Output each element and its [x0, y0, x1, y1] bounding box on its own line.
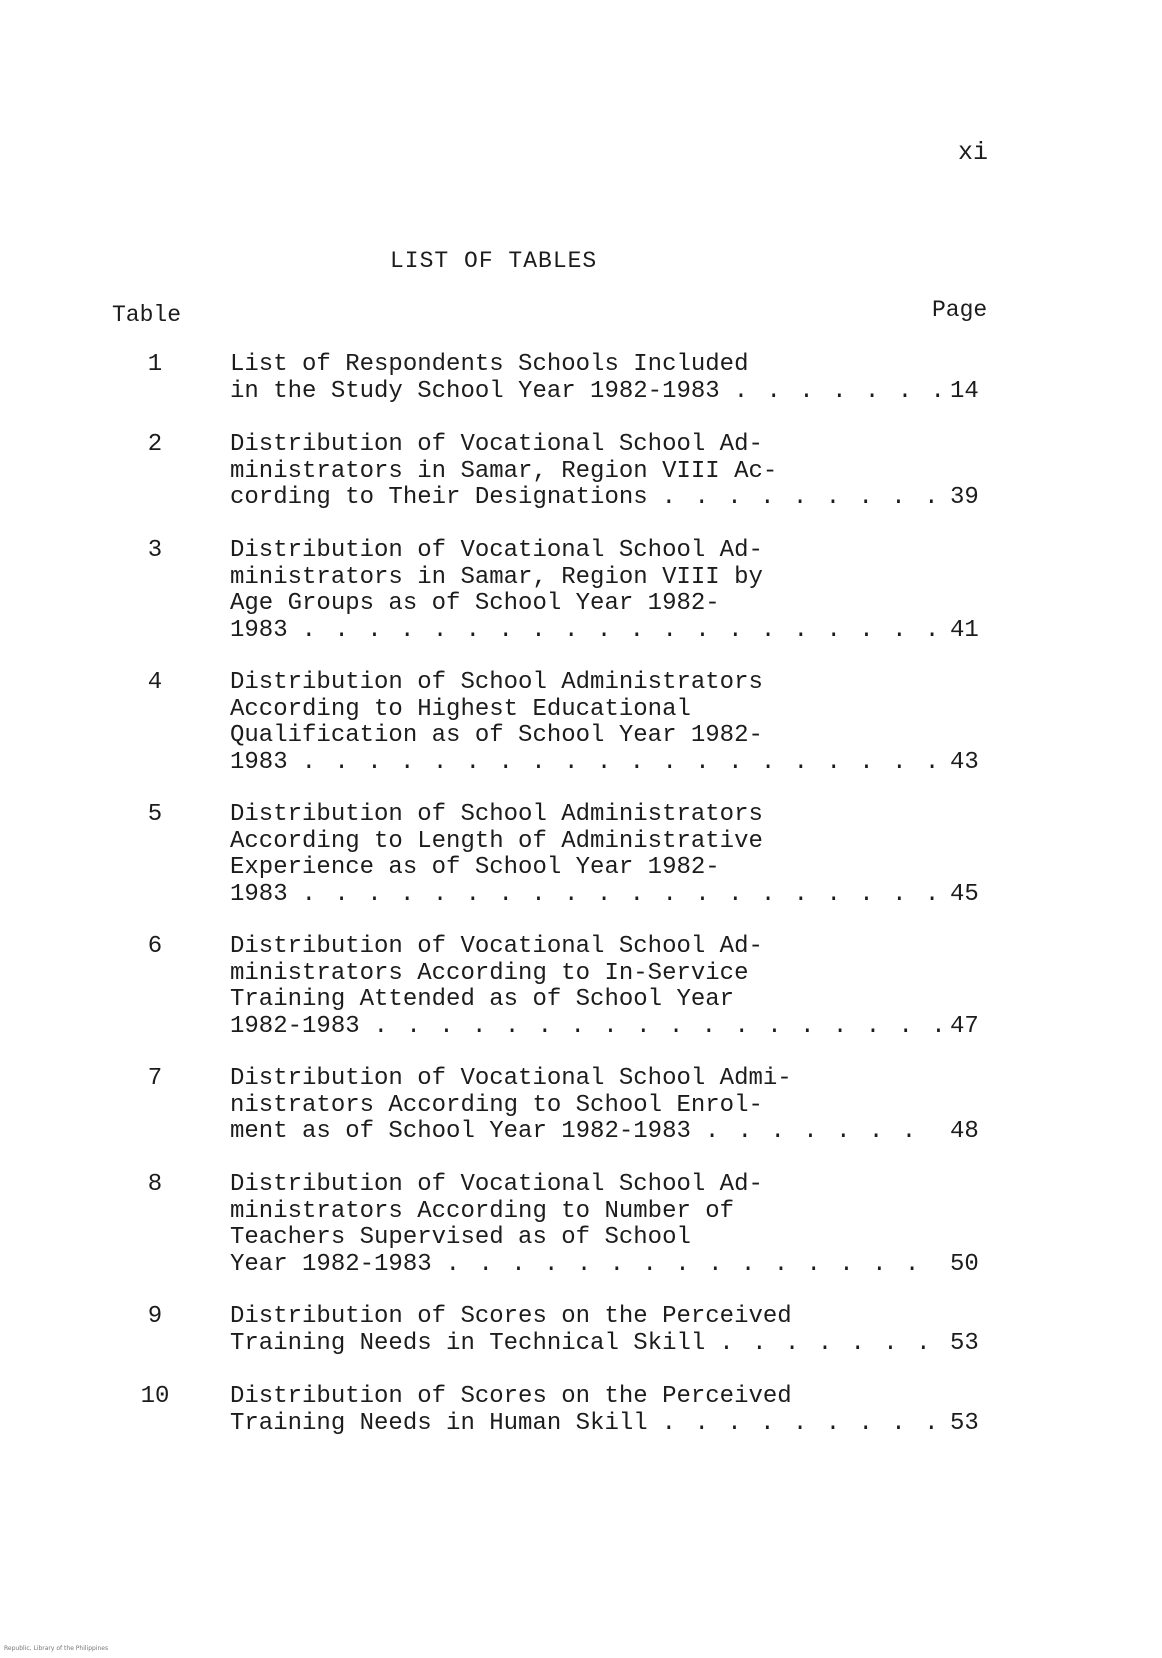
- caption-line: Age Groups as of School Year 1982-: [230, 590, 720, 617]
- caption-line: cording to Their Designations: [230, 484, 648, 511]
- page-ref: 39: [950, 484, 979, 511]
- caption-line: According to Highest Educational: [230, 695, 691, 723]
- table-caption: [230, 432, 990, 512]
- caption-line: Distribution of School Administrators: [230, 801, 763, 828]
- dot-leader: [662, 485, 940, 512]
- table-caption: [230, 1066, 990, 1146]
- page-ref: 50: [950, 1250, 979, 1278]
- dot-leader: [302, 882, 940, 909]
- page-number: xi: [958, 138, 989, 167]
- caption-line: 1983: [230, 616, 288, 644]
- table-number: 1: [147, 351, 163, 378]
- caption-last-line: [230, 485, 990, 512]
- table-number: 7: [147, 1065, 163, 1092]
- table-number: 3: [147, 537, 163, 564]
- footer-note: Republic, Library of the Philippines: [4, 1645, 109, 1652]
- list-item: [0, 802, 1162, 934]
- caption-last-line: [230, 1252, 990, 1279]
- caption-last-line: [230, 379, 990, 406]
- page-ref: 43: [950, 748, 979, 776]
- caption-line: Training Attended as of School Year: [230, 986, 735, 1013]
- dot-leader: [734, 379, 940, 406]
- caption-line: nistrators According to School Enrol-: [230, 1091, 763, 1119]
- table-number: 2: [147, 431, 163, 458]
- dot-leader: [719, 1331, 940, 1358]
- caption-last-line: [230, 1411, 990, 1438]
- page-ref: 48: [950, 1118, 979, 1145]
- caption-last-line: [230, 1119, 990, 1146]
- caption-line: Distribution of Vocational School Admi-: [230, 1065, 792, 1092]
- caption-last-line: [230, 882, 990, 909]
- list-item: [0, 538, 1162, 670]
- caption-line: Training Needs in Technical Skill: [230, 1329, 706, 1357]
- caption-line: List of Respondents Schools Included: [230, 351, 749, 378]
- caption-line: Distribution of School Administrators: [230, 669, 763, 696]
- caption-last-line: [230, 1014, 990, 1041]
- table-number: 4: [147, 669, 163, 696]
- list-item: [0, 1384, 1162, 1464]
- table-of-tables-list: [0, 352, 1162, 1464]
- caption-line: Distribution of Vocational School Ad-: [230, 537, 763, 564]
- caption-line: Distribution of Scores on the Perceived: [230, 1303, 792, 1330]
- list-item: [0, 352, 1162, 432]
- caption-line: 1982-1983: [230, 1012, 360, 1040]
- page-ref: 53: [950, 1409, 979, 1437]
- caption-last-line: [230, 618, 990, 645]
- table-number: 10: [140, 1383, 170, 1410]
- dot-leader: [446, 1252, 940, 1279]
- table-number: 9: [147, 1303, 163, 1330]
- list-item: [0, 1172, 1162, 1304]
- list-item: [0, 934, 1162, 1066]
- list-item: [0, 1304, 1162, 1384]
- table-caption: [230, 538, 990, 644]
- page-title: LIST OF TABLES: [390, 248, 598, 274]
- page-ref: 53: [950, 1329, 979, 1357]
- list-item: [0, 670, 1162, 802]
- caption-line: According to Length of Administrative: [230, 827, 763, 855]
- table-caption: [230, 1384, 990, 1437]
- table-number: 5: [147, 801, 163, 828]
- page-ref: 47: [950, 1012, 979, 1040]
- table-caption: [230, 802, 990, 908]
- table-caption: [230, 352, 990, 405]
- caption-line: ment as of School Year 1982-1983: [230, 1118, 691, 1145]
- caption-line: Distribution of Vocational School Ad-: [230, 933, 763, 960]
- page-ref: 41: [950, 616, 979, 644]
- table-number: 8: [147, 1171, 163, 1198]
- dot-leader: [705, 1119, 940, 1146]
- caption-line: Distribution of Scores on the Perceived: [230, 1383, 792, 1410]
- column-header-page: Page: [932, 297, 988, 323]
- dot-leader: [662, 1411, 940, 1438]
- caption-last-line: [230, 750, 990, 777]
- list-item: [0, 432, 1162, 538]
- list-item: [0, 1066, 1162, 1172]
- caption-line: ministrators in Samar, Region VIII Ac-: [230, 457, 778, 485]
- caption-line: 1983: [230, 748, 288, 776]
- page-ref: 14: [950, 377, 979, 405]
- caption-line: ministrators According to In-Service: [230, 959, 749, 987]
- caption-line: Year 1982-1983: [230, 1250, 432, 1278]
- table-number: 6: [147, 933, 163, 960]
- caption-line: Distribution of Vocational School Ad-: [230, 1171, 763, 1198]
- caption-line: ministrators in Samar, Region VIII by: [230, 563, 763, 591]
- caption-line: 1983: [230, 880, 288, 908]
- caption-line: Qualification as of School Year 1982-: [230, 722, 763, 749]
- dot-leader: [302, 618, 940, 645]
- table-caption: [230, 1172, 990, 1278]
- dot-leader: [302, 750, 940, 777]
- table-caption: [230, 670, 990, 776]
- caption-line: ministrators According to Number of: [230, 1197, 735, 1225]
- caption-line: Training Needs in Human Skill: [230, 1409, 648, 1437]
- dot-leader: [374, 1014, 940, 1041]
- page-ref: 45: [950, 880, 979, 908]
- column-header-table: Table: [112, 302, 182, 328]
- caption-line: Distribution of Vocational School Ad-: [230, 431, 763, 458]
- caption-line: in the Study School Year 1982-1983: [230, 377, 720, 405]
- caption-line: Experience as of School Year 1982-: [230, 854, 720, 881]
- caption-last-line: [230, 1331, 990, 1358]
- table-caption: [230, 934, 990, 1040]
- table-caption: [230, 1304, 990, 1357]
- caption-line: Teachers Supervised as of School: [230, 1224, 691, 1251]
